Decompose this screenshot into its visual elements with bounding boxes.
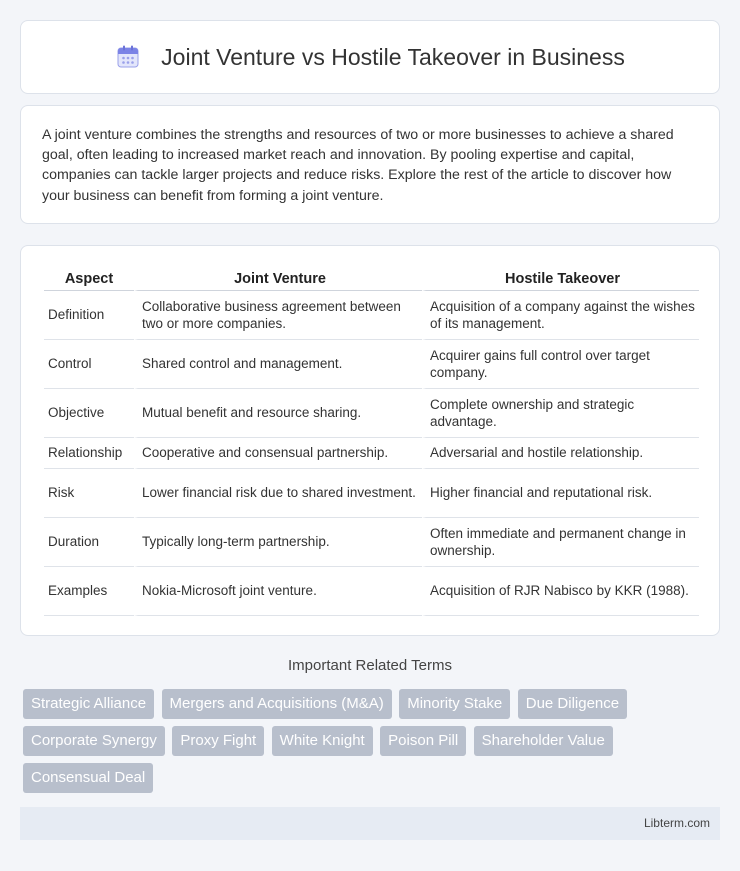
intro-paragraph: A joint venture combines the strengths and resources of two or more businesses to achieve a shared goal, often leading to increased market reach and innovation. By pooling expertise and capital, companies can tackle larger projects and reduce risks. Explore the rest of the article to discover how your business can benefit from forming a joint venture. xyxy=(42,127,674,204)
calendar-icon xyxy=(115,44,141,70)
tag-shareholder-value[interactable]: Shareholder Value xyxy=(474,726,613,756)
page-title: Joint Venture vs Hostile Takeover in Business xyxy=(161,43,625,70)
header-joint-venture: Joint Venture xyxy=(134,264,422,291)
row-hostile-takeover: Often immediate and permanent change in ownership. xyxy=(422,518,699,567)
row-hostile-takeover: Acquisition of RJR Nabisco by KKR (1988). xyxy=(422,567,699,616)
tag-white-knight[interactable]: White Knight xyxy=(272,726,373,756)
row-aspect: Definition xyxy=(44,291,134,340)
row-hostile-takeover: Acquirer gains full control over target company. xyxy=(422,340,699,389)
header-aspect: Aspect xyxy=(44,264,134,291)
table-header-row xyxy=(44,264,699,291)
tag-mergers-and-acquisitions[interactable]: Mergers and Acquisitions (M&A) xyxy=(162,689,392,719)
row-joint-venture: Shared control and management. xyxy=(134,340,422,389)
row-joint-venture: Lower financial risk due to shared investment. xyxy=(134,469,422,518)
tag-due-diligence[interactable]: Due Diligence xyxy=(518,689,627,719)
row-joint-venture: Cooperative and consensual partnership. xyxy=(134,438,422,469)
table-row xyxy=(44,567,699,616)
row-joint-venture: Collaborative business agreement between two or more companies. xyxy=(134,291,422,340)
row-joint-venture: Nokia-Microsoft joint venture. xyxy=(134,567,422,616)
footer-site-link[interactable]: Libterm.com xyxy=(643,816,710,830)
tag-proxy-fight[interactable]: Proxy Fight xyxy=(172,726,264,756)
table-row xyxy=(44,438,699,469)
row-aspect: Duration xyxy=(44,518,134,567)
header-hostile-takeover: Hostile Takeover xyxy=(422,264,699,291)
table-row xyxy=(44,518,699,567)
row-hostile-takeover: Acquisition of a company against the wishes of its management. xyxy=(422,291,699,340)
row-aspect: Examples xyxy=(44,567,134,616)
table-row xyxy=(44,469,699,518)
row-joint-venture: Mutual benefit and resource sharing. xyxy=(134,389,422,438)
intro-card xyxy=(20,105,720,224)
page-header xyxy=(20,20,720,94)
row-aspect: Objective xyxy=(44,389,134,438)
row-hostile-takeover: Higher financial and reputational risk. xyxy=(422,469,699,518)
tag-consensual-deal[interactable]: Consensual Deal xyxy=(23,763,153,793)
comparison-card xyxy=(20,245,720,636)
row-joint-venture: Typically long-term partnership. xyxy=(134,518,422,567)
tag-minority-stake[interactable]: Minority Stake xyxy=(399,689,510,719)
comparison-table xyxy=(44,264,699,616)
related-terms-list xyxy=(23,689,703,800)
row-aspect: Relationship xyxy=(44,438,134,469)
table-row xyxy=(44,340,699,389)
footer xyxy=(20,807,720,840)
row-hostile-takeover: Complete ownership and strategic advantage. xyxy=(422,389,699,438)
row-aspect: Control xyxy=(44,340,134,389)
tag-corporate-synergy[interactable]: Corporate Synergy xyxy=(23,726,165,756)
table-row xyxy=(44,291,699,340)
related-terms-title: Important Related Terms xyxy=(288,657,452,674)
tag-strategic-alliance[interactable]: Strategic Alliance xyxy=(23,689,154,719)
tag-poison-pill[interactable]: Poison Pill xyxy=(380,726,466,756)
row-aspect: Risk xyxy=(44,469,134,518)
table-row xyxy=(44,389,699,438)
row-hostile-takeover: Adversarial and hostile relationship. xyxy=(422,438,699,469)
